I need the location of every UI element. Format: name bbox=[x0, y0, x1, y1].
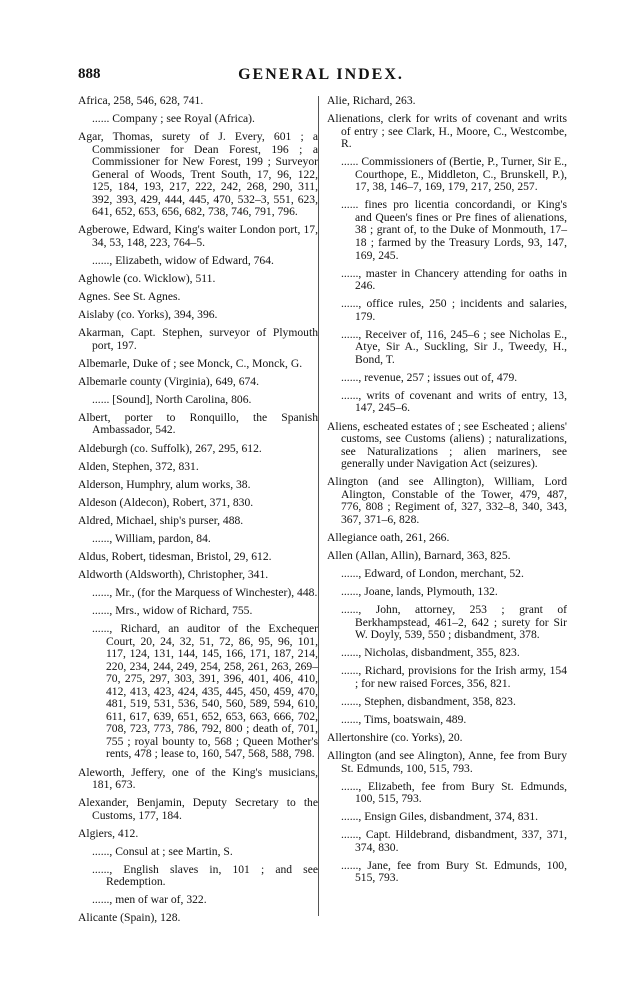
index-subentry: ...... Commissioners of (Bertie, P., Turner, Sir E., Courthope, E., Middleton, C., Brunskell, P.), 17, 38, 146–7, 169, 179, 217, 250, 257. bbox=[341, 155, 567, 194]
index-entry: Aghowle (co. Wicklow), 511. bbox=[78, 272, 216, 286]
page-number: 888 bbox=[78, 66, 101, 82]
index-subentry: ......, office rules, 250 ; incidents and salaries, 179. bbox=[341, 297, 567, 323]
index-subentry: ......, Joane, lands, Plymouth, 132. bbox=[341, 585, 498, 599]
index-entry: Alienations, clerk for writs of covenant and writs of entry ; see Clark, H., Moore, C., Westcombe, R. bbox=[327, 112, 567, 151]
index-entry: Albert, porter to Ronquillo, the Spanish Ambassador, 542. bbox=[78, 410, 318, 437]
index-entry: Allington (and see Alington), Anne, fee from Bury St. Edmunds, 100, 515, 793. bbox=[327, 749, 567, 775]
index-subentry: ......, Mr., (for the Marquess of Winchester), 448. bbox=[92, 585, 318, 599]
index-entry: Alington (and see Allington), William, Lord Alington, Constable of the Tower, 479, 487, 776, 808 ; Regiment of, 327, 332–8, 340, 343, 367, 371–6, 828. bbox=[327, 475, 567, 526]
index-subentry: ......, Ensign Giles, disbandment, 374, 831. bbox=[341, 810, 539, 824]
index-subentry: ......, revenue, 257 ; issues out of, 479. bbox=[341, 370, 518, 384]
column-divider bbox=[318, 96, 319, 916]
index-entry: Aldworth (Aldsworth), Christopher, 341. bbox=[78, 567, 269, 581]
index-subentry: ......, Consul at ; see Martin, S. bbox=[92, 844, 233, 858]
index-subentry: ......, writs of covenant and writs of entry, 13, 147, 245–6. bbox=[341, 388, 567, 415]
index-subentry: ......, Jane, fee from Bury St. Edmunds, 100, 515, 793. bbox=[341, 858, 567, 885]
index-subentry: ......, Richard, an auditor of the Exchequer Court, 20, 24, 32, 51, 72, 86, 95, 96, 101, 117, 124, 131, 144, 145, 166, 171, 187, 214, 220, 234, 244, 249, 254, 258, 261, 263, 269–70, 275, 297, 303, 391, 396, 401, 406, 410, 412, 413, 423, 424, 435, 445, 450, 459, 470, 481, 519, 531, 536, 540, 560, 589, 594, 610, 611, 617, 639, 651, 652, 653, 663, 666, 702, 708, 723, 773, 786, 792, 800 ; death of, 701, 755 ; royal bounty to, 568 ; Queen Mother's rents, 478 ; lease to, 160, 547, 568, 588, 798. bbox=[92, 622, 318, 761]
index-subentry: ......, Mrs., widow of Richard, 755. bbox=[92, 603, 253, 617]
page-header bbox=[78, 66, 564, 86]
index-entry: Alden, Stephen, 372, 831. bbox=[78, 459, 199, 473]
index-entry: Aldeburgh (co. Suffolk), 267, 295, 612. bbox=[78, 441, 262, 455]
index-subentry: ......, Elizabeth, widow of Edward, 764. bbox=[92, 254, 274, 268]
index-column-left bbox=[78, 95, 318, 930]
index-entry: Albemarle, Duke of ; see Monck, C., Monck, G. bbox=[78, 356, 303, 370]
index-subentry: ...... fines pro licentia concordandi, or King's and Queen's fines or Pre fines of alienations, 38 ; grant of, to the Duke of Monmouth, 17–18 ; farmed by the Treasury Lords, 93, 147, 169, 245. bbox=[341, 198, 567, 262]
index-subentry: ......, Capt. Hildebrand, disbandment, 337, 371, 374, 830. bbox=[341, 828, 567, 854]
index-entry: Alie, Richard, 263. bbox=[327, 94, 416, 107]
index-subentry: ...... [Sound], North Carolina, 806. bbox=[92, 392, 252, 406]
index-entry: Aldus, Robert, tidesman, Bristol, 29, 612. bbox=[78, 549, 272, 563]
index-entry: Aldred, Michael, ship's purser, 488. bbox=[78, 513, 244, 527]
index-entry: Agar, Thomas, surety of J. Every, 601 ; a Commissioner for Dean Forest, 196 ; a Commissioner for New Forest, 199 ; Surveyor General of Woods, Trent South, 17, 96, 122, 125, 184, 193, 217, 222, 242, 268, 290, 311, 392, 393, 429, 444, 445, 470, 532–3, 551, 623, 641, 652, 653, 656, 682, 738, 746, 791, 796. bbox=[78, 130, 318, 219]
index-entry: Aliens, escheated estates of ; see Escheated ; aliens' customs, see Customs (aliens) ; naturalizations, see Naturalizations ; alien mariners, see generally under Navigation Act (seizures). bbox=[327, 419, 567, 471]
index-entry: Aldeson (Aldecon), Robert, 371, 830. bbox=[78, 495, 254, 509]
index-entry: Agberowe, Edward, King's waiter London port, 17, 34, 53, 148, 223, 764–5. bbox=[78, 223, 318, 249]
index-subentry: ......, Receiver of, 116, 245–6 ; see Nicholas E., Atye, Sir A., Suckling, Sir J., Tweedy, H., Bond, T. bbox=[341, 327, 567, 366]
index-subentry: ......, master in Chancery attending for oaths in 246. bbox=[341, 266, 567, 293]
index-entry: Algiers, 412. bbox=[78, 826, 139, 840]
index-subentry: ......, Elizabeth, fee from Bury St. Edmunds, 100, 515, 793. bbox=[341, 779, 567, 806]
index-entry: Alicante (Spain), 128. bbox=[78, 911, 181, 925]
index-entry: Albemarle county (Virginia), 649, 674. bbox=[78, 374, 260, 388]
index-subentry: ......, English slaves in, 101 ; and see Redemption. bbox=[92, 862, 318, 889]
index-subentry: ......, Richard, provisions for the Irish army, 154 ; for new raised Forces, 356, 821. bbox=[341, 664, 567, 690]
index-entry: Alexander, Benjamin, Deputy Secretary to the Customs, 177, 184. bbox=[78, 796, 318, 822]
index-entry: Africa, 258, 546, 628, 741. bbox=[78, 94, 204, 107]
index-subentry: ......, men of war of, 322. bbox=[92, 893, 207, 907]
index-entry: Allegiance oath, 261, 266. bbox=[327, 530, 450, 544]
index-subentry: ...... Company ; see Royal (Africa). bbox=[92, 112, 255, 126]
index-entry: Allertonshire (co. Yorks), 20. bbox=[327, 730, 463, 744]
index-subentry: ......, Tims, boatswain, 489. bbox=[341, 712, 467, 726]
index-subentry: ......, Edward, of London, merchant, 52. bbox=[341, 567, 524, 580]
index-entry: Alderson, Humphry, alum works, 38. bbox=[78, 477, 251, 491]
index-subentry: ......, Stephen, disbandment, 358, 823. bbox=[341, 694, 516, 708]
index-column-right bbox=[327, 95, 567, 890]
index-entry: Aleworth, Jeffery, one of the King's musicians, 181, 673. bbox=[78, 765, 318, 792]
running-title: GENERAL INDEX. bbox=[238, 66, 404, 83]
index-entry: Allen (Allan, Allin), Barnard, 363, 825. bbox=[327, 548, 511, 562]
index-subentry: ......, John, attorney, 253 ; grant of Berkhampstead, 461–2, 642 ; surety for Sir W. Doyly, 539, 550 ; disbandment, 378. bbox=[341, 603, 567, 642]
index-entry: Aislaby (co. Yorks), 394, 396. bbox=[78, 308, 218, 322]
index-subentry: ......, William, pardon, 84. bbox=[92, 531, 211, 545]
index-subentry: ......, Nicholas, disbandment, 355, 823. bbox=[341, 646, 520, 660]
index-entry: Agnes. See St. Agnes. bbox=[78, 290, 181, 304]
index-entry: Akarman, Capt. Stephen, surveyor of Plymouth port, 197. bbox=[78, 326, 318, 352]
